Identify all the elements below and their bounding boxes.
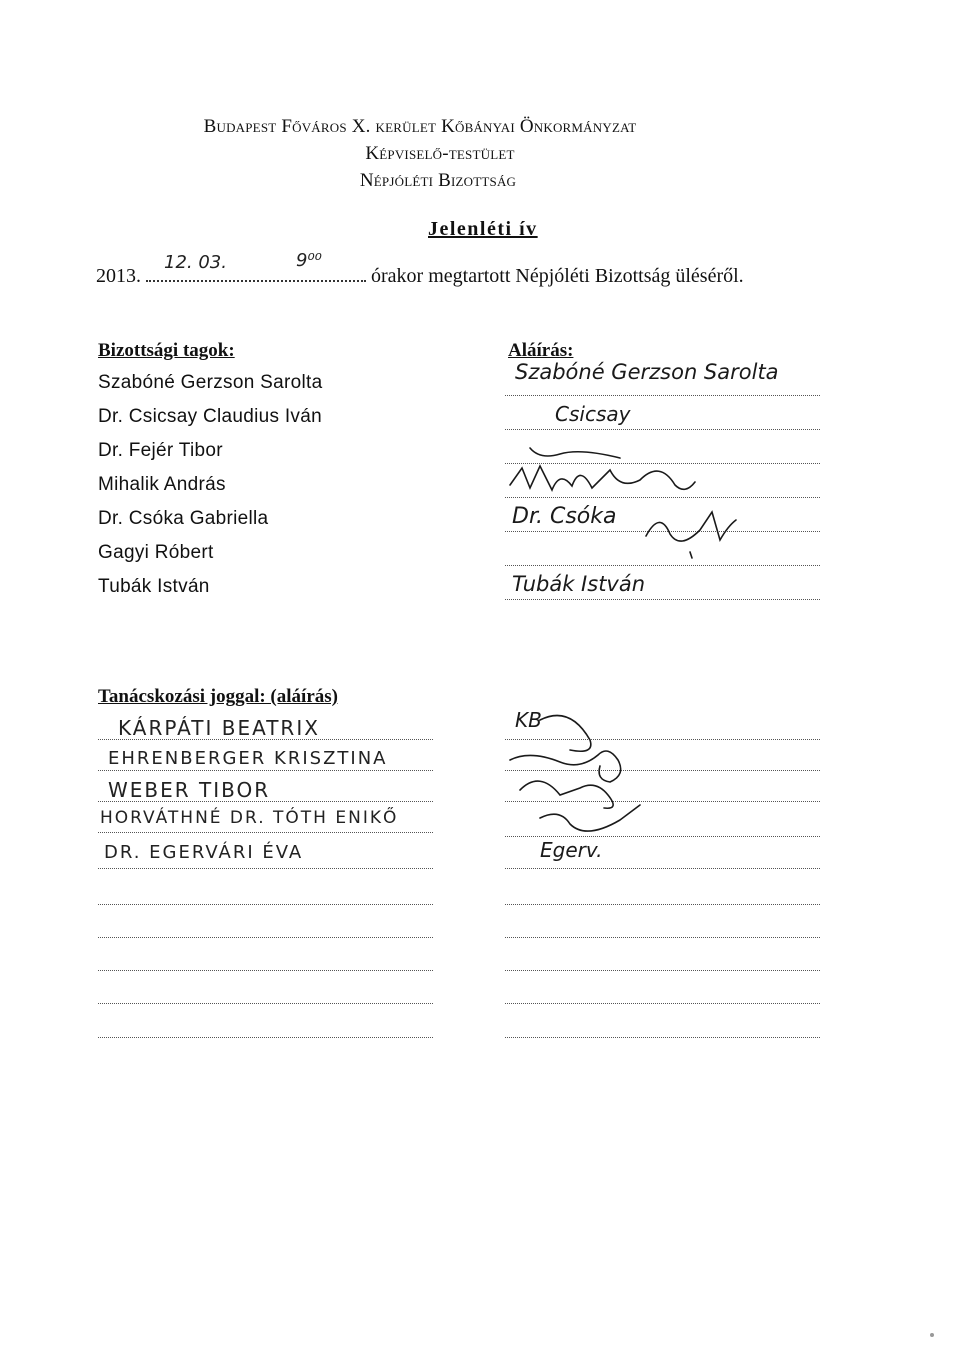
handwritten-signature: Szabóné Gerzson Sarolta: [515, 360, 779, 384]
header-line-2: Képviselő-testület: [365, 143, 515, 164]
member-name: Dr. Csicsay Claudius Iván: [98, 406, 322, 427]
signature-line[interactable]: [505, 1037, 820, 1038]
signature-scribble: [500, 700, 700, 850]
signature-line[interactable]: [505, 565, 820, 566]
attendee-line[interactable]: [98, 1037, 433, 1038]
document-title: Jelenléti ív: [428, 218, 538, 240]
header-line-3: Népjóléti Bizottság: [359, 170, 517, 191]
handwritten-signature: Csicsay: [555, 402, 631, 426]
date-fill-field: [146, 250, 366, 282]
members-label: Bizottsági tagok:: [98, 340, 235, 361]
signature-line[interactable]: [505, 429, 820, 430]
attendee-name: WEBER TIBOR: [108, 778, 271, 802]
handwritten-signature: Dr. Csóka: [512, 504, 617, 529]
header-line-1: Budapest Főváros X. kerület Kőbányai Önkormányzat: [203, 116, 637, 137]
handwritten-date: 12. 03.: [164, 252, 227, 273]
attendee-name: EHRENBERGER KRISZTINA: [108, 748, 388, 769]
corner-mark: [930, 1333, 934, 1337]
member-name: Mihalik András: [98, 474, 226, 495]
advisory-label: Tanácskozási joggal: (aláírás): [98, 686, 338, 707]
attendee-name: KÁRPÁTI BEATRIX: [118, 716, 320, 740]
attendee-name: HORVÁTHNÉ DR. TÓTH ENIKŐ: [100, 808, 399, 828]
attendee-line[interactable]: [98, 1003, 433, 1004]
member-name: Dr. Fejér Tibor: [98, 440, 223, 461]
date-line: [96, 250, 744, 288]
signature-scribble: [500, 440, 720, 500]
signature-line[interactable]: [505, 1003, 820, 1004]
attendee-line[interactable]: [98, 868, 433, 869]
attendee-line[interactable]: [98, 770, 433, 771]
signature-line[interactable]: [505, 937, 820, 938]
handwritten-signature: Tubák István: [512, 572, 646, 596]
handwritten-signature: KB: [515, 708, 542, 732]
attendee-line[interactable]: [98, 801, 433, 802]
member-name: Szabóné Gerzson Sarolta: [98, 372, 323, 393]
attendee-line[interactable]: [98, 904, 433, 905]
signature-line[interactable]: [505, 599, 820, 600]
member-name: Gagyi Róbert: [98, 542, 214, 563]
year: 2013.: [96, 265, 141, 287]
signature-scribble: [640, 500, 740, 560]
signature-label: Aláírás:: [508, 340, 574, 361]
member-name: Tubák István: [98, 576, 210, 597]
attendee-line[interactable]: [98, 970, 433, 971]
attendee-line[interactable]: [98, 937, 433, 938]
member-name: Dr. Csóka Gabriella: [98, 508, 269, 529]
date-suffix: órakor megtartott Népjóléti Bizottság üléséről.: [371, 265, 744, 287]
signature-line[interactable]: [505, 904, 820, 905]
handwritten-signature: Egerv.: [540, 838, 603, 862]
attendee-line[interactable]: [98, 832, 433, 833]
handwritten-hour: 9⁰⁰: [296, 250, 322, 271]
attendee-line[interactable]: [98, 739, 433, 740]
signature-line[interactable]: [505, 868, 820, 869]
signature-line[interactable]: [505, 970, 820, 971]
signature-line[interactable]: [505, 395, 820, 396]
attendee-name: DR. EGERVÁRI ÉVA: [104, 842, 304, 863]
